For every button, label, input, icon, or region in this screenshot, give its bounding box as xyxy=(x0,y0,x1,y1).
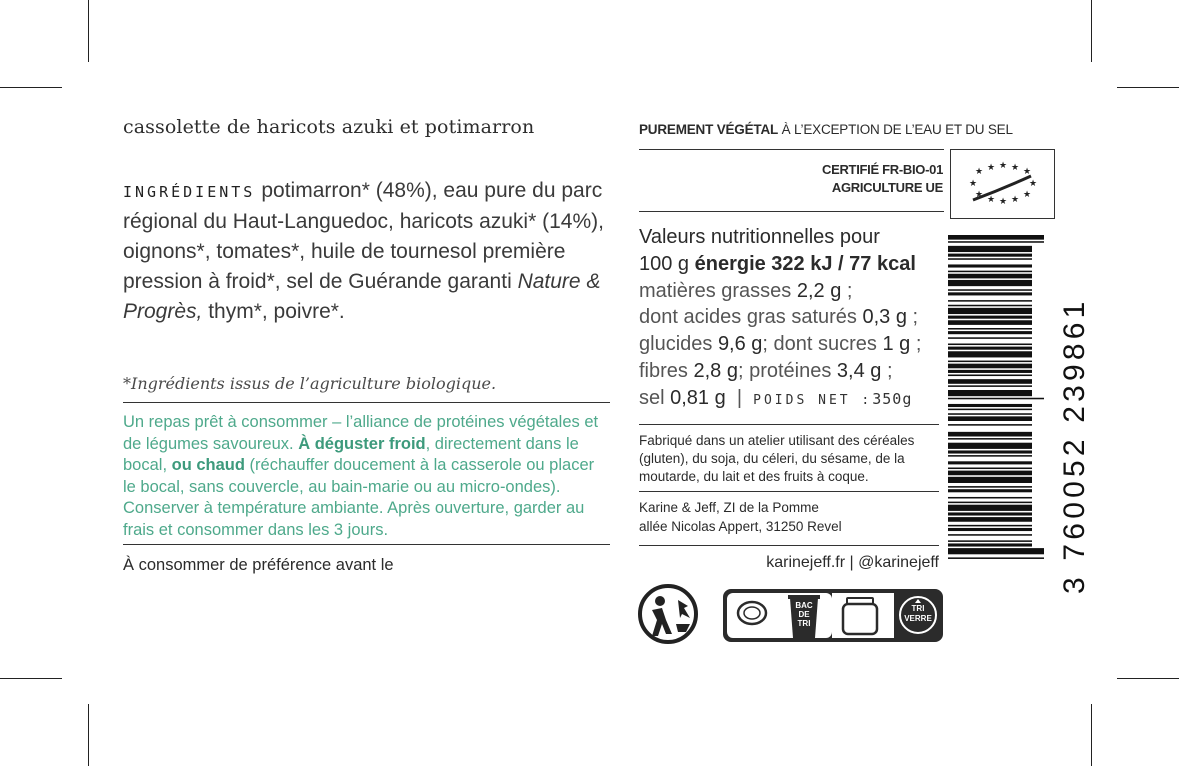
usage-hot: ou chaud xyxy=(171,456,245,474)
barcode-bar xyxy=(948,525,1032,527)
svg-text:★: ★ xyxy=(1023,167,1032,177)
nutrition-table xyxy=(639,224,939,415)
barcode-bar xyxy=(948,413,1032,415)
barcode-bar xyxy=(948,517,1032,522)
barcode-bar xyxy=(948,258,1032,260)
carb-value: 9,6 g xyxy=(717,333,763,356)
barcode-bar xyxy=(948,264,1032,267)
barcode-bar xyxy=(948,486,1032,488)
barcode-bar xyxy=(948,289,1032,291)
fat-value: 2,2 g xyxy=(796,279,842,302)
website-social: karinejeff.fr | @karinejeff xyxy=(766,554,939,571)
barcode-bar xyxy=(948,409,1032,411)
recycling-instructions xyxy=(722,588,944,643)
barcode-bar xyxy=(948,416,1032,421)
barcode-bar xyxy=(948,438,1032,440)
nutrition-per: 100 g xyxy=(639,252,695,275)
barcode-bar xyxy=(948,477,1032,483)
ingredients-list-end: thym*, poivre*. xyxy=(202,300,345,323)
divider xyxy=(123,544,610,545)
svg-text:★: ★ xyxy=(975,190,984,200)
barcode-bar xyxy=(948,246,1032,252)
barcode-bar xyxy=(948,235,1044,240)
barcode-bar xyxy=(948,432,1032,437)
crop-mark xyxy=(1117,678,1179,679)
triman-icon xyxy=(638,584,700,644)
barcode-bar xyxy=(948,316,1032,319)
usage-cold: À déguster froid xyxy=(298,434,426,453)
svg-text:★: ★ xyxy=(999,197,1008,207)
barcode-bar xyxy=(948,241,1044,243)
barcode-bar xyxy=(948,320,1032,325)
crop-mark xyxy=(1091,704,1092,766)
svg-text:★: ★ xyxy=(999,161,1008,171)
nutrition-energy-row xyxy=(639,251,939,278)
barcode-bar xyxy=(948,450,1032,453)
certification-text xyxy=(639,161,943,197)
vegetal-rest: À L’EXCEPTION DE L’EAU ET DU SEL xyxy=(778,122,1013,137)
vegetal-bold: PUREMENT VÉGÉTAL xyxy=(639,122,779,137)
barcode-bar xyxy=(948,292,1032,295)
barcode-bar xyxy=(948,271,1032,273)
crop-mark xyxy=(1091,0,1092,62)
sat-label: dont acides gras saturés xyxy=(639,306,863,329)
tri-verre-label: TRI VERRE xyxy=(904,604,932,623)
barcode-bar xyxy=(948,344,1032,346)
crop-mark xyxy=(0,678,62,679)
barcode-bar xyxy=(948,497,1032,499)
nutrition-energy: énergie 322 kJ / 77 kcal xyxy=(694,252,916,275)
svg-text:★: ★ xyxy=(1023,190,1032,200)
ingredients-label: INGRÉDIENTS xyxy=(123,183,256,201)
barcode-bar xyxy=(948,443,1032,449)
barcode-digits: 3 760052 239861 xyxy=(1058,297,1091,594)
barcode-bar xyxy=(948,502,1032,504)
barcode-number xyxy=(1024,248,1091,594)
barcode-bar xyxy=(948,528,1032,531)
svg-text:★: ★ xyxy=(987,195,996,205)
address-line: allée Nicolas Appert, 31250 Revel xyxy=(639,518,842,534)
salt-value: 0,81 g xyxy=(670,386,726,409)
bac-de-tri-label: BAC DE TRI xyxy=(795,601,813,628)
vegetal-statement xyxy=(639,122,1013,137)
sugar-value: 1 g xyxy=(882,333,911,356)
barcode-bar xyxy=(948,305,1032,307)
net-weight-label: POIDS NET : xyxy=(753,392,873,408)
barcode-bar xyxy=(948,461,1032,464)
barcode-bar xyxy=(948,364,1032,369)
barcode-bar xyxy=(948,375,1032,377)
barcode-bar xyxy=(948,534,1032,536)
divider xyxy=(639,545,939,546)
nutrition-fibre-row: fibres 2,8 g; protéines 3,4 g ; xyxy=(639,359,893,382)
svg-text:★: ★ xyxy=(1011,163,1020,173)
barcode-bar xyxy=(948,347,1032,350)
barcode-bar xyxy=(948,505,1032,511)
barcode-bar xyxy=(948,540,1032,542)
barcode-bar xyxy=(948,254,1032,257)
barcode-bar xyxy=(948,471,1032,476)
usage-text: , directement dans le bocal, xyxy=(123,434,579,474)
divider xyxy=(639,149,944,150)
svg-text:★: ★ xyxy=(1011,195,1020,205)
barcode-bar xyxy=(948,280,1032,286)
barcode-bar xyxy=(948,379,1032,384)
organic-note: *Ingrédients issus de l’agriculture biologique. xyxy=(123,374,497,393)
crop-mark xyxy=(88,704,89,766)
crop-mark xyxy=(0,87,62,88)
nutrition-carb-row: glucides 9,6 g; dont sucres 1 g ; xyxy=(639,333,922,356)
crop-mark xyxy=(88,0,89,62)
barcode-bar xyxy=(948,489,1032,492)
svg-text:★: ★ xyxy=(1029,179,1038,189)
barcode-bar xyxy=(948,308,1032,314)
divider xyxy=(123,402,610,403)
carb-label: glucides xyxy=(639,333,718,356)
product-title: cassolette de haricots azuki et potimarron xyxy=(123,116,535,138)
usage-text: Un repas prêt à consommer – l’alliance de protéines végétales et de légumes savoureux. xyxy=(123,413,599,453)
nutrition-fat-row: matières grasses 2,2 g ; xyxy=(639,279,853,302)
cert-line: CERTIFIÉ FR-BIO-01 xyxy=(822,162,943,177)
net-weight-value: 350g xyxy=(872,389,913,408)
usage-text: (réchauffer doucement à la casserole ou placer le bocal, sans couvercle, au bain-marie ou au micro-ondes). Conserver à température ambiante. Après ouverture, garder au frais et consommer dans les 3 jours. xyxy=(123,456,595,539)
barcode-bar xyxy=(948,300,1032,302)
nutrition-salt-row: sel 0,81 g | POIDS NET :350g xyxy=(639,386,913,409)
barcode-bar xyxy=(948,351,1032,357)
barcode-bar xyxy=(948,390,1032,396)
barcode-bar xyxy=(948,512,1032,515)
nutrition-sat-row: dont acides gras saturés 0,3 g ; xyxy=(639,306,919,329)
allergen-statement: Fabriqué dans un atelier utilisant des céréales (gluten), du soja, du céleri, du sésame, de la moutarde, du lait et des fruits à coque. xyxy=(639,433,915,484)
divider xyxy=(639,211,944,212)
salt-label: sel xyxy=(639,386,671,409)
barcode-bar xyxy=(948,331,1032,334)
barcode-bar xyxy=(948,468,1032,470)
barcode-bar xyxy=(948,274,1032,279)
barcode-bar xyxy=(948,424,1032,426)
divider xyxy=(639,491,939,492)
protein-label: ; protéines xyxy=(737,359,837,382)
ingredients-list: potimarron* (48%), eau pure du parc régional du Haut-Languedoc, haricots azuki* (14%), oignons*, tomates*, huile de tournesol première pression à froid*, sel de Guérande garanti xyxy=(123,179,604,293)
nutrition-heading: Valeurs nutritionnelles pour xyxy=(639,226,880,248)
ingredients-text xyxy=(123,176,611,327)
barcode-bar xyxy=(948,455,1032,457)
barcode-bar xyxy=(948,337,1032,339)
manufacturer-address xyxy=(639,499,939,536)
sat-value: 0,3 g xyxy=(862,306,907,329)
barcode-bar xyxy=(948,385,1032,387)
crop-mark xyxy=(1117,87,1179,88)
fibre-value: 2,8 g xyxy=(693,359,738,382)
protein-value: 3,4 g xyxy=(836,359,882,382)
address-line: Karine & Jeff, ZI de la Pomme xyxy=(639,500,819,515)
fat-label: matières grasses xyxy=(639,279,797,302)
ingredients-label-brand: Nature & Progrès, xyxy=(123,270,601,323)
sugar-label: ; dont sucres xyxy=(762,333,883,356)
barcode-bar xyxy=(948,361,1032,363)
svg-text:★: ★ xyxy=(987,163,996,173)
barcode-bar xyxy=(948,404,1032,407)
barcode-bar xyxy=(948,328,1032,330)
eu-organic-leaf-icon xyxy=(950,149,1055,219)
fibre-label: fibres xyxy=(639,359,694,382)
cert-line: AGRICULTURE UE xyxy=(831,180,943,195)
usage-description xyxy=(123,412,611,541)
svg-text:★: ★ xyxy=(975,167,984,177)
barcode-bar xyxy=(948,370,1032,373)
best-before-label: À consommer de préférence avant le xyxy=(123,556,394,574)
divider xyxy=(639,424,939,425)
svg-text:★: ★ xyxy=(969,179,978,189)
barcode-bar xyxy=(948,543,1032,546)
